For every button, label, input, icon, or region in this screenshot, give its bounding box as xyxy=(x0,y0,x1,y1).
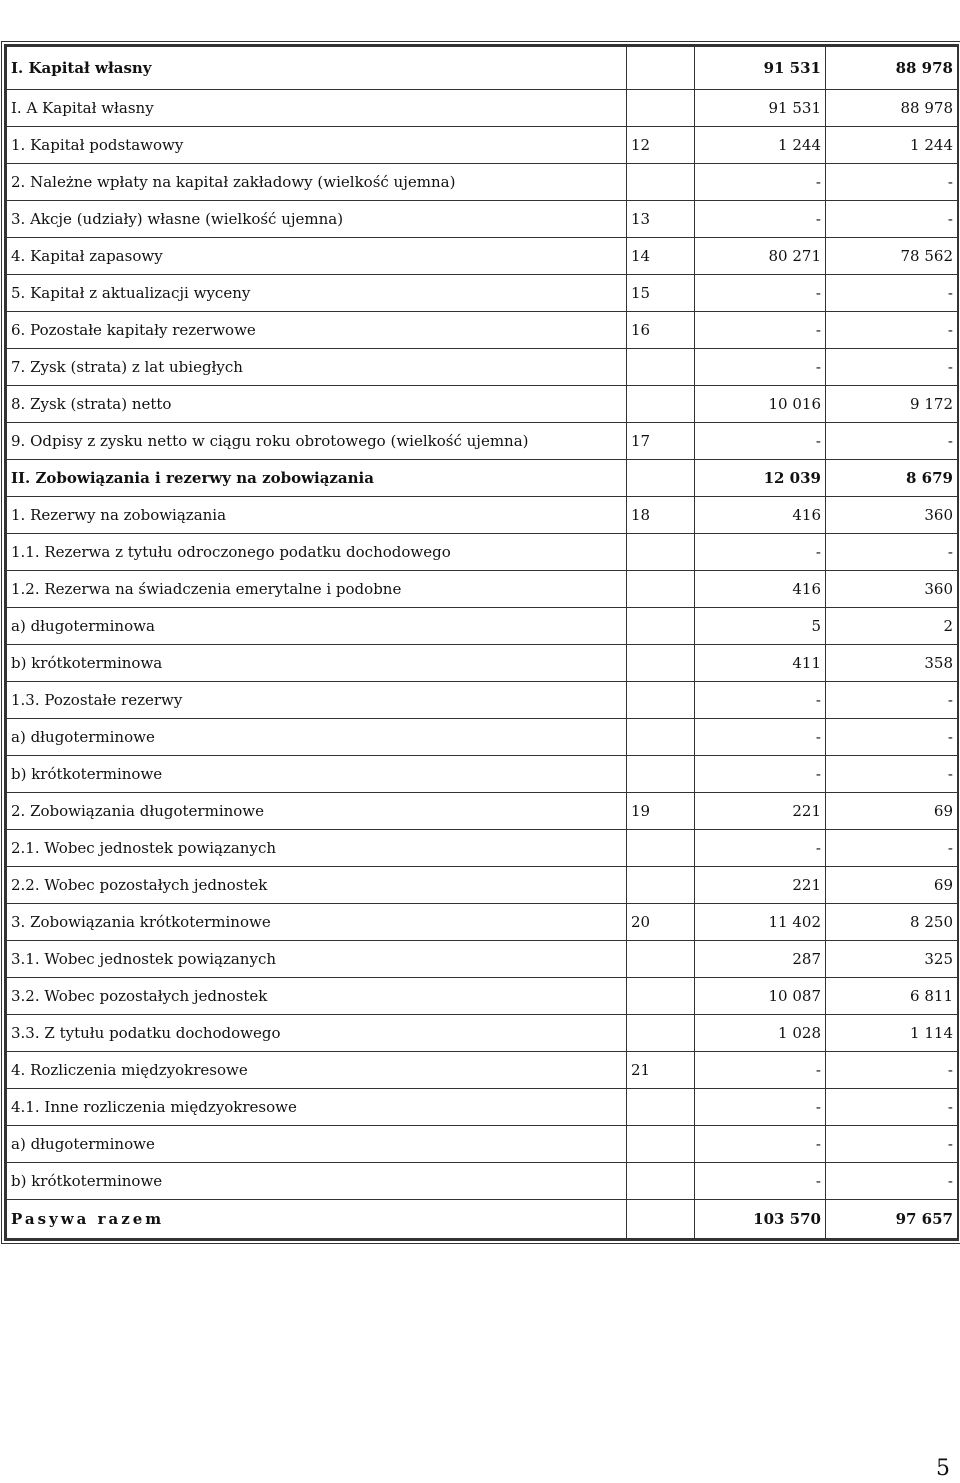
row-note-number xyxy=(627,941,695,978)
row-label: a) długoterminowe xyxy=(7,1126,627,1163)
table-row xyxy=(7,164,958,201)
table-row xyxy=(7,201,958,238)
row-note-number xyxy=(627,1089,695,1126)
row-previous-year-value: 8 250 xyxy=(826,904,958,941)
row-current-year-value: 12 039 xyxy=(695,460,826,497)
table-row xyxy=(7,1126,958,1163)
table-row xyxy=(7,571,958,608)
row-previous-year-value: 88 978 xyxy=(826,90,958,127)
row-label: 1.3. Pozostałe rezerwy xyxy=(7,682,627,719)
row-current-year-value: - xyxy=(695,1126,826,1163)
table-row xyxy=(7,312,958,349)
table-row xyxy=(7,497,958,534)
row-current-year-value: - xyxy=(695,201,826,238)
row-note-number: 13 xyxy=(627,201,695,238)
row-label: 9. Odpisy z zysku netto w ciągu roku obrotowego (wielkość ujemna) xyxy=(7,423,627,460)
row-previous-year-value: - xyxy=(826,534,958,571)
row-previous-year-value: 1 244 xyxy=(826,127,958,164)
table-row xyxy=(7,830,958,867)
row-label: a) długoterminowa xyxy=(7,608,627,645)
row-current-year-value: - xyxy=(695,312,826,349)
table-row xyxy=(7,608,958,645)
row-note-number xyxy=(627,719,695,756)
table-row xyxy=(7,645,958,682)
row-current-year-value: - xyxy=(695,534,826,571)
row-note-number: 12 xyxy=(627,127,695,164)
row-current-year-value: 411 xyxy=(695,645,826,682)
row-note-number xyxy=(627,978,695,1015)
row-previous-year-value: 1 114 xyxy=(826,1015,958,1052)
row-previous-year-value: 69 xyxy=(826,793,958,830)
row-note-number xyxy=(627,571,695,608)
row-previous-year-value: - xyxy=(826,275,958,312)
row-label: 2. Zobowiązania długoterminowe xyxy=(7,793,627,830)
table-row xyxy=(7,867,958,904)
row-previous-year-value: 6 811 xyxy=(826,978,958,1015)
table-row xyxy=(7,386,958,423)
table-row xyxy=(7,275,958,312)
row-label: 2.1. Wobec jednostek powiązanych xyxy=(7,830,627,867)
table-row xyxy=(7,978,958,1015)
row-previous-year-value: 2 xyxy=(826,608,958,645)
row-note-number: 19 xyxy=(627,793,695,830)
row-previous-year-value: 8 679 xyxy=(826,460,958,497)
row-note-number: 15 xyxy=(627,275,695,312)
row-current-year-value: - xyxy=(695,164,826,201)
row-note-number xyxy=(627,608,695,645)
row-label: b) krótkoterminowe xyxy=(7,1163,627,1200)
row-previous-year-value: 360 xyxy=(826,571,958,608)
row-note-number xyxy=(627,867,695,904)
row-previous-year-value: - xyxy=(826,719,958,756)
row-previous-year-value: - xyxy=(826,312,958,349)
row-note-number: 18 xyxy=(627,497,695,534)
table-row xyxy=(7,90,958,127)
row-note-number xyxy=(627,386,695,423)
row-label: b) krótkoterminowe xyxy=(7,756,627,793)
table-row xyxy=(7,460,958,497)
row-label: 3.3. Z tytułu podatku dochodowego xyxy=(7,1015,627,1052)
table-row xyxy=(7,47,958,90)
row-note-number xyxy=(627,90,695,127)
row-label: 1.2. Rezerwa na świadczenia emerytalne i podobne xyxy=(7,571,627,608)
row-previous-year-value: 358 xyxy=(826,645,958,682)
row-previous-year-value: 9 172 xyxy=(826,386,958,423)
row-label: II. Zobowiązania i rezerwy na zobowiązania xyxy=(7,460,627,497)
row-previous-year-value: - xyxy=(826,682,958,719)
row-current-year-value: - xyxy=(695,423,826,460)
table-row xyxy=(7,719,958,756)
row-note-number xyxy=(627,645,695,682)
row-current-year-value: 5 xyxy=(695,608,826,645)
balance-table-body xyxy=(7,47,958,1239)
row-previous-year-value: 88 978 xyxy=(826,47,958,90)
row-note-number xyxy=(627,349,695,386)
row-current-year-value: - xyxy=(695,1052,826,1089)
row-label: 1. Kapitał podstawowy xyxy=(7,127,627,164)
row-current-year-value: - xyxy=(695,1089,826,1126)
row-note-number xyxy=(627,460,695,497)
row-label: 3.2. Wobec pozostałych jednostek xyxy=(7,978,627,1015)
table-row xyxy=(7,423,958,460)
row-previous-year-value: - xyxy=(826,201,958,238)
row-note-number xyxy=(627,682,695,719)
table-row xyxy=(7,238,958,275)
row-current-year-value: - xyxy=(695,830,826,867)
table-row xyxy=(7,904,958,941)
row-previous-year-value: - xyxy=(826,756,958,793)
table-row xyxy=(7,793,958,830)
row-label: 4.1. Inne rozliczenia międzyokresowe xyxy=(7,1089,627,1126)
row-previous-year-value: - xyxy=(826,1089,958,1126)
row-current-year-value: 287 xyxy=(695,941,826,978)
row-current-year-value: 91 531 xyxy=(695,47,826,90)
row-current-year-value: - xyxy=(695,756,826,793)
row-previous-year-value: - xyxy=(826,164,958,201)
row-previous-year-value: 69 xyxy=(826,867,958,904)
row-current-year-value: 221 xyxy=(695,793,826,830)
row-previous-year-value: - xyxy=(826,1126,958,1163)
table-row xyxy=(7,349,958,386)
row-previous-year-value: 360 xyxy=(826,497,958,534)
row-note-number xyxy=(627,1163,695,1200)
row-current-year-value: 10 016 xyxy=(695,386,826,423)
row-label: 8. Zysk (strata) netto xyxy=(7,386,627,423)
total-note xyxy=(627,1200,695,1239)
row-label: 6. Pozostałe kapitały rezerwowe xyxy=(7,312,627,349)
row-label: b) krótkoterminowa xyxy=(7,645,627,682)
row-note-number xyxy=(627,830,695,867)
table-row xyxy=(7,1052,958,1089)
row-note-number xyxy=(627,1015,695,1052)
table-row xyxy=(7,1163,958,1200)
row-current-year-value: 1 244 xyxy=(695,127,826,164)
row-previous-year-value: - xyxy=(826,1163,958,1200)
row-current-year-value: 1 028 xyxy=(695,1015,826,1052)
row-current-year-value: 10 087 xyxy=(695,978,826,1015)
row-label: 2. Należne wpłaty na kapitał zakładowy (wielkość ujemna) xyxy=(7,164,627,201)
row-label: 3. Zobowiązania krótkoterminowe xyxy=(7,904,627,941)
table-row xyxy=(7,1015,958,1052)
row-previous-year-value: - xyxy=(826,423,958,460)
row-note-number: 16 xyxy=(627,312,695,349)
row-label: I. Kapitał własny xyxy=(7,47,627,90)
row-current-year-value: - xyxy=(695,719,826,756)
row-current-year-value: - xyxy=(695,1163,826,1200)
row-note-number: 17 xyxy=(627,423,695,460)
row-current-year-value: - xyxy=(695,682,826,719)
row-current-year-value: 416 xyxy=(695,571,826,608)
row-note-number xyxy=(627,534,695,571)
row-label: 1. Rezerwy na zobowiązania xyxy=(7,497,627,534)
row-label: 3.1. Wobec jednostek powiązanych xyxy=(7,941,627,978)
total-previous-value: 97 657 xyxy=(826,1200,958,1239)
row-note-number xyxy=(627,164,695,201)
row-current-year-value: 416 xyxy=(695,497,826,534)
row-label: 4. Kapitał zapasowy xyxy=(7,238,627,275)
row-current-year-value: - xyxy=(695,349,826,386)
total-label-text: Pasywa razem xyxy=(11,1210,165,1228)
row-current-year-value: 11 402 xyxy=(695,904,826,941)
row-note-number xyxy=(627,756,695,793)
row-note-number xyxy=(627,1126,695,1163)
table-row xyxy=(7,127,958,164)
row-label: 2.2. Wobec pozostałych jednostek xyxy=(7,867,627,904)
row-label: 4. Rozliczenia międzyokresowe xyxy=(7,1052,627,1089)
row-note-number xyxy=(627,47,695,90)
balance-sheet-liabilities xyxy=(4,44,959,1241)
balance-table xyxy=(6,46,958,1239)
table-row xyxy=(7,941,958,978)
page-number: 5 xyxy=(936,1456,950,1481)
row-current-year-value: 91 531 xyxy=(695,90,826,127)
row-previous-year-value: - xyxy=(826,830,958,867)
row-note-number: 14 xyxy=(627,238,695,275)
row-previous-year-value: 325 xyxy=(826,941,958,978)
row-current-year-value: 80 271 xyxy=(695,238,826,275)
row-note-number: 21 xyxy=(627,1052,695,1089)
table-row xyxy=(7,534,958,571)
row-previous-year-value: - xyxy=(826,1052,958,1089)
table-row xyxy=(7,1089,958,1126)
row-current-year-value: 221 xyxy=(695,867,826,904)
row-label: I. A Kapitał własny xyxy=(7,90,627,127)
row-label: a) długoterminowe xyxy=(7,719,627,756)
row-label: 7. Zysk (strata) z lat ubiegłych xyxy=(7,349,627,386)
row-label: 1.1. Rezerwa z tytułu odroczonego podatku dochodowego xyxy=(7,534,627,571)
total-row xyxy=(7,1200,958,1239)
row-previous-year-value: - xyxy=(826,349,958,386)
row-current-year-value: - xyxy=(695,275,826,312)
row-label: 3. Akcje (udziały) własne (wielkość ujemna) xyxy=(7,201,627,238)
total-label xyxy=(7,1200,627,1239)
row-previous-year-value: 78 562 xyxy=(826,238,958,275)
table-row xyxy=(7,682,958,719)
row-label: 5. Kapitał z aktualizacji wyceny xyxy=(7,275,627,312)
table-row xyxy=(7,756,958,793)
row-note-number: 20 xyxy=(627,904,695,941)
total-current-value: 103 570 xyxy=(695,1200,826,1239)
